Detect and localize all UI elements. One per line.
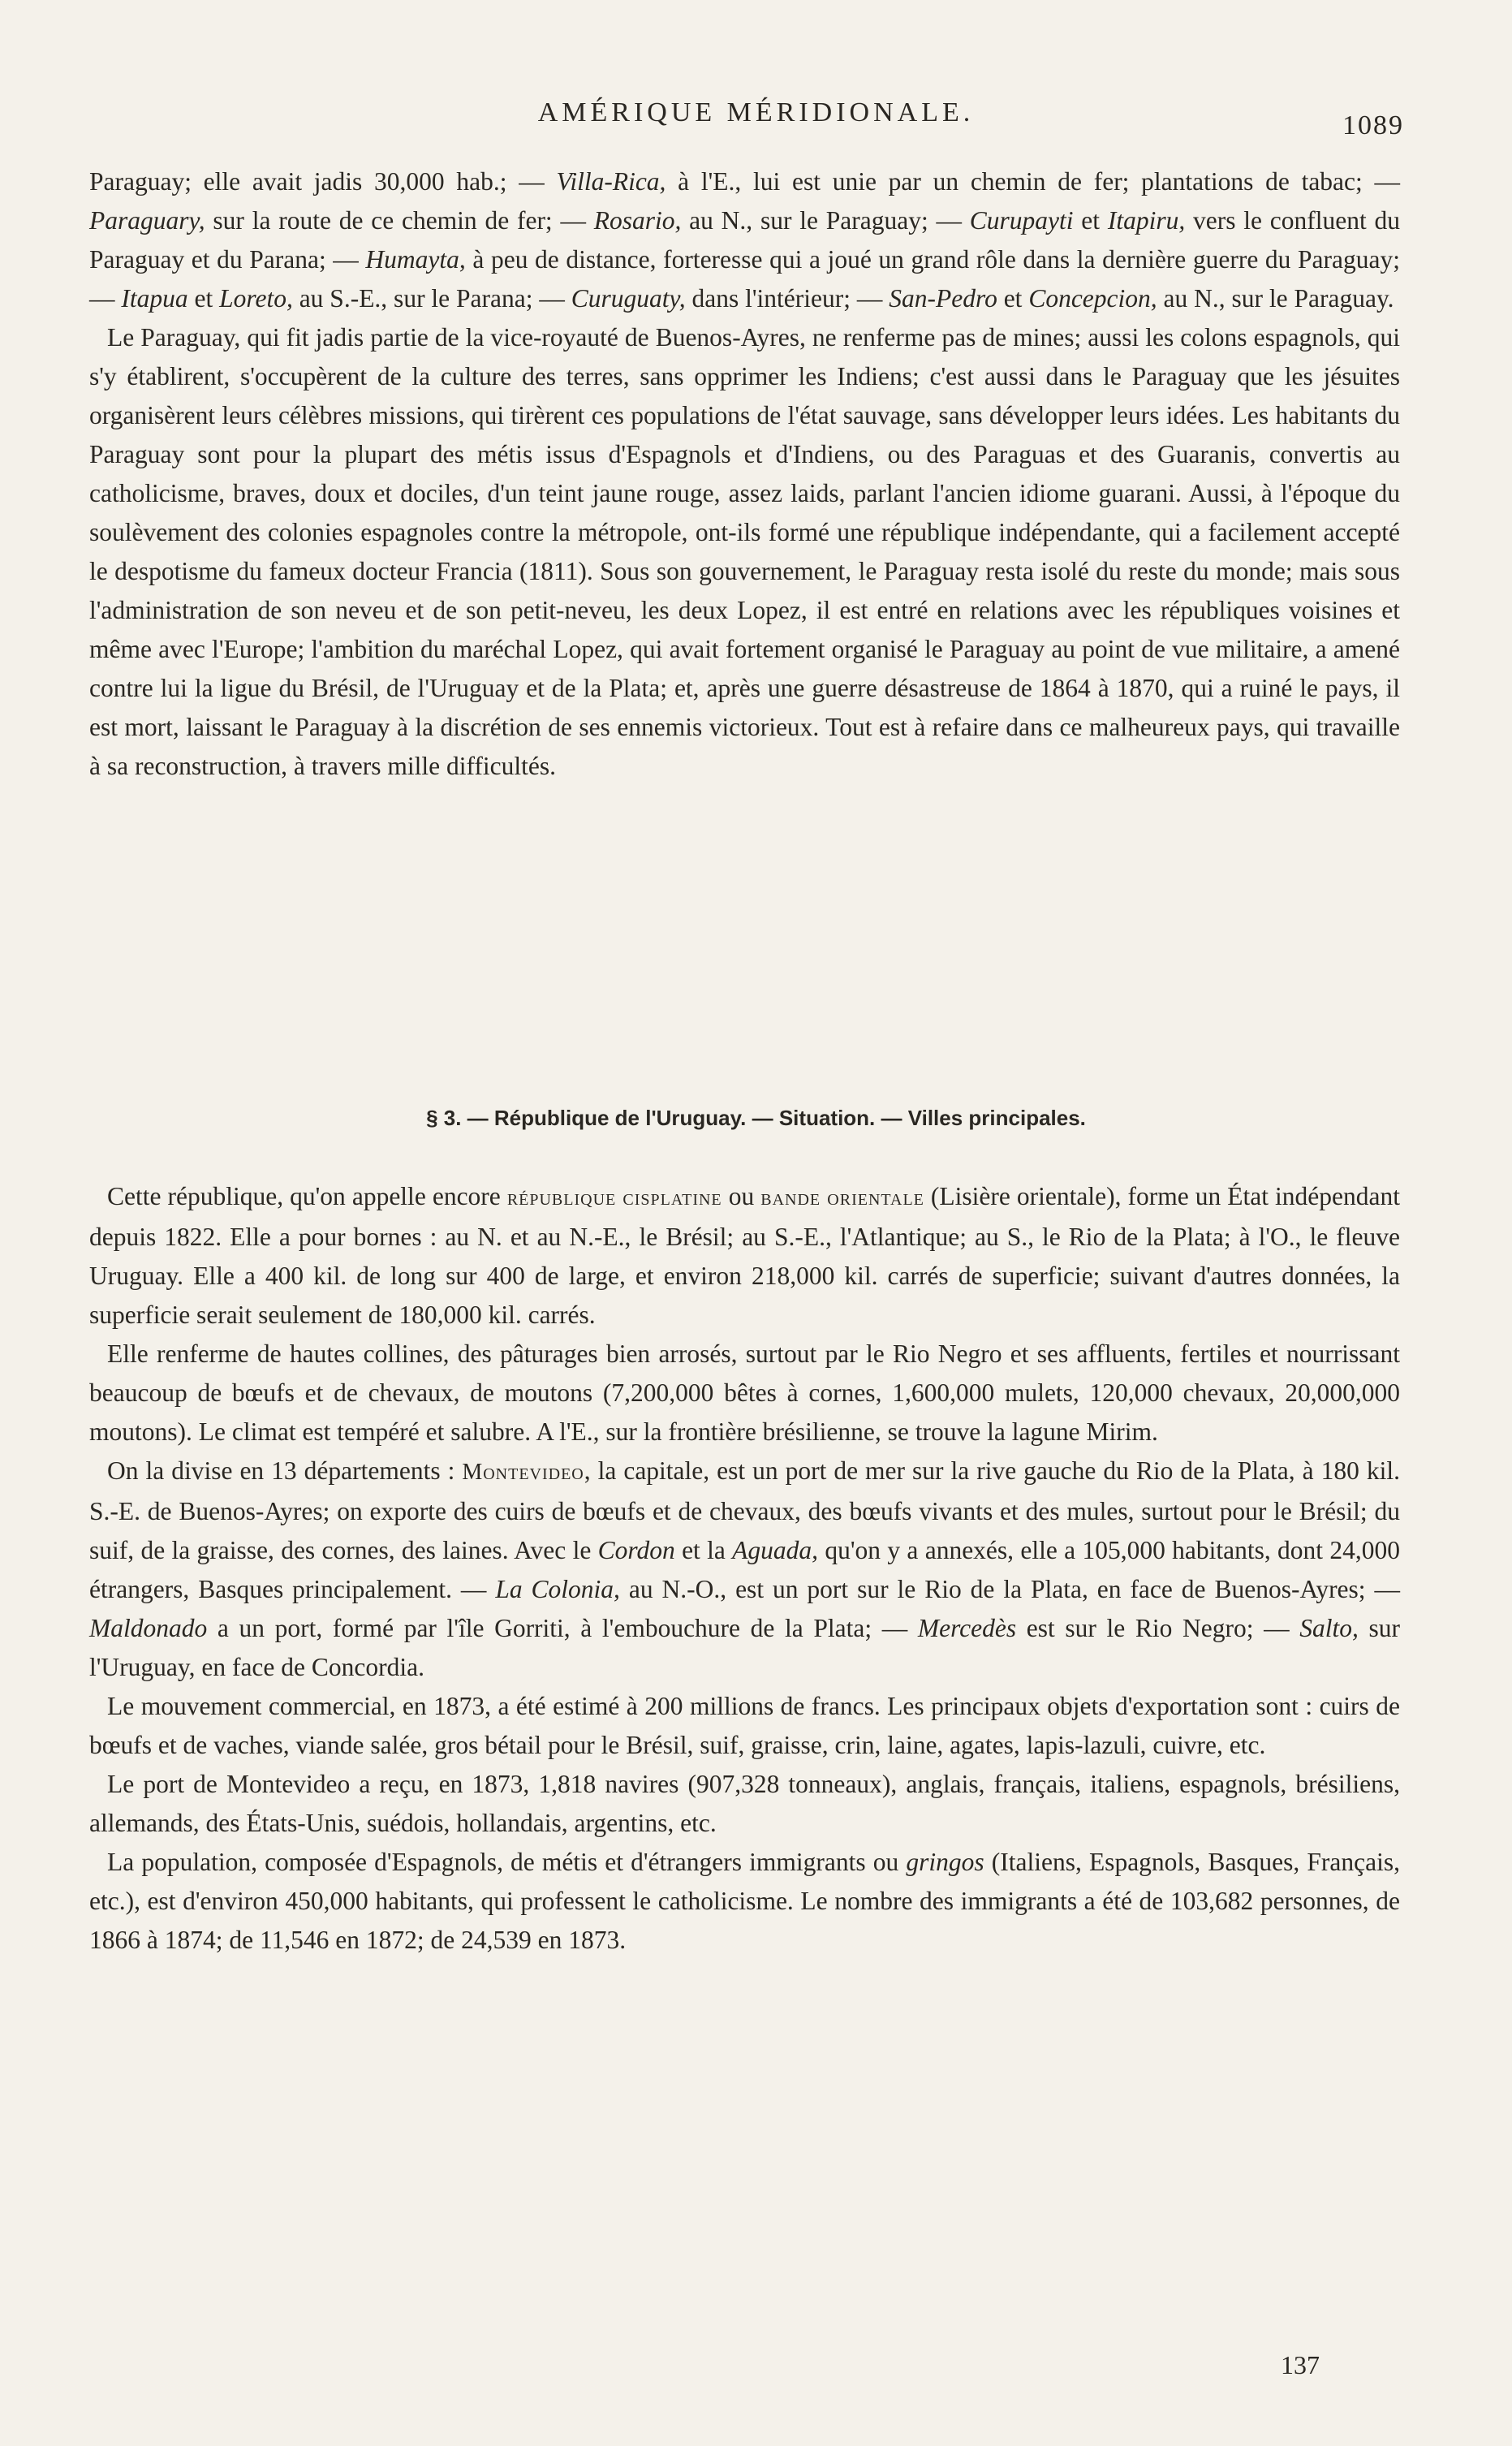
uruguay-geography-paragraph: Elle renferme de hautes collines, des pâturages bien arrosés, surtout par le Rio Negro et ses affluents, fertiles et nourrissant beaucoup de bœufs et de chevaux, de moutons (7,200,000 bêtes à cornes, 1,600,000 mulets, 120,000 chevaux, 20,000,000 moutons). Le climat est tempéré et salubre. A l'E., sur la frontière brésilienne, se trouve la lagune Mirim. <box>89 1339 1400 1446</box>
uruguay-departments-paragraph: On la divise en 13 départements : Montevideo, la capitale, est un port de mer sur la rive gauche du Rio de la Plata, à 180 kil. S.-E. de Buenos-Ayres; on exporte des cuirs de bœufs et de chevaux, des bœufs vivants et des mules, surtout pour le Brésil; du suif, de la graisse, des cornes, des laines. Avec le Cordon et la Aguada, qu'on y a annexés, elle a 105,000 habitants, dont 24,000 étrangers, Basques principalement. — La Colonia, au N.-O., est un port sur le Rio de la Plata, en face de Buenos-Ayres; — Maldonado a un port, formé par l'île Gorriti, à l'embouchure de la Plata; — Mercedès est sur le Rio Negro; — Salto, sur l'Uruguay, en face de Concordia. <box>89 1456 1400 1681</box>
uruguay-population-paragraph: La population, composée d'Espagnols, de métis et d'étrangers immigrants ou gringos (Italiens, Espagnols, Basques, Français, etc.), est d'environ 450,000 habitants, qui professent le catholicisme. Le nombre des immigrants a été de 103,682 personnes, de 1866 à 1874; de 11,546 en 1872; de 24,539 en 1873. <box>89 1848 1401 1954</box>
paraguay-text-block <box>89 162 1400 786</box>
paraguay-history-paragraph: Le Paraguay, qui fit jadis partie de la vice-royauté de Buenos-Ayres, ne renferme pas de mines; aussi les colons espagnols, qui s'y établirent, s'occupèrent de la culture des terres, sans opprimer les Indiens; c'est aussi dans le Paraguay que les jésuites organisèrent leurs célèbres missions, qui tirèrent ces populations de l'état sauvage, sans développer leurs idées. Les habitants du Paraguay sont pour la plupart des métis issus d'Espagnols et d'Indiens, ou des Paraguas et des Guaranis, convertis au catholicisme, braves, doux et dociles, d'un teint jaune rouge, assez laids, parlant l'ancien idiome guarani. Aussi, à l'époque du soulèvement des colonies espagnoles contre la métropole, ont-ils formé une république indépendante, qui a facilement accepté le despotisme du fameux docteur Francia (1811). Sous son gouvernement, le Paraguay resta isolé du reste du monde; mais sous l'administration de son neveu et de son petit-neveu, les deux Lopez, il est entré en relations avec les républiques voisines et même avec l'Europe; l'ambition du maréchal Lopez, qui avait fortement organisé le Paraguay au point de vue militaire, a amené contre lui la ligue du Brésil, de l'Uruguay et de la Plata; et, après une guerre désastreuse de 1864 à 1870, qui a ruiné le pays, il est mort, laissant le Paraguay à la discrétion de ses ennemis victorieux. Tout est à refaire dans ce malheureux pays, qui travaille à sa reconstruction, à travers mille difficultés. <box>89 323 1400 780</box>
uruguay-text-block <box>89 1177 1400 1960</box>
uruguay-port-paragraph: Le port de Montevideo a reçu, en 1873, 1,818 navires (907,328 tonneaux), anglais, français, italiens, espagnols, brésiliens, allemands, des États-Unis, suédois, hollandais, argentins, etc. <box>89 1770 1400 1837</box>
page-header <box>0 97 1512 146</box>
running-title: AMÉRIQUE MÉRIDIONALE. <box>537 97 975 127</box>
section-heading: § 3. — République de l'Uruguay. — Situation. — Villes principales. <box>426 1106 1086 1130</box>
uruguay-commerce-paragraph: Le mouvement commercial, en 1873, a été estimé à 200 millions de francs. Les principaux objets d'exportation sont : cuirs de bœufs et de vaches, viande salée, gros bétail pour le Brésil, suif, graisse, crin, laine, agates, lapis-lazuli, cuivre, etc. <box>89 1692 1400 1759</box>
page-number: 1089 <box>1342 110 1404 140</box>
signature-mark: 137 <box>1281 2350 1320 2379</box>
paraguay-cities-paragraph: Paraguay; elle avait jadis 30,000 hab.; — Villa-Rica, à l'E., lui est unie par un chemin de fer; plantations de tabac; — Paraguary, sur la route de ce chemin de fer; — Rosario, au N., sur le Paraguay; — Curupayti et Itapiru, vers le confluent du Paraguay et du Parana; — Humayta, à peu de distance, forteresse qui a joué un grand rôle dans la dernière guerre du Paraguay; — Itapua et Loreto, au S.-E., sur le Parana; — Curuguaty, dans l'intérieur; — San-Pedro et Concepcion, au N., sur le Paraguay. <box>89 167 1401 313</box>
uruguay-intro-paragraph: Cette république, qu'on appelle encore république cisplatine ou bande orientale (Lisière orientale), forme un État indépendant depuis 1822. Elle a pour bornes : au N. et au N.-E., le Brésil; au S.-E., l'Atlantique; au S., le Rio de la Plata; à l'O., le fleuve Uruguay. Elle a 400 kil. de long sur 400 de large, et environ 218,000 kil. carrés de superficie; suivant d'autres données, la superficie serait seulement de 180,000 kil. carrés. <box>89 1182 1401 1329</box>
